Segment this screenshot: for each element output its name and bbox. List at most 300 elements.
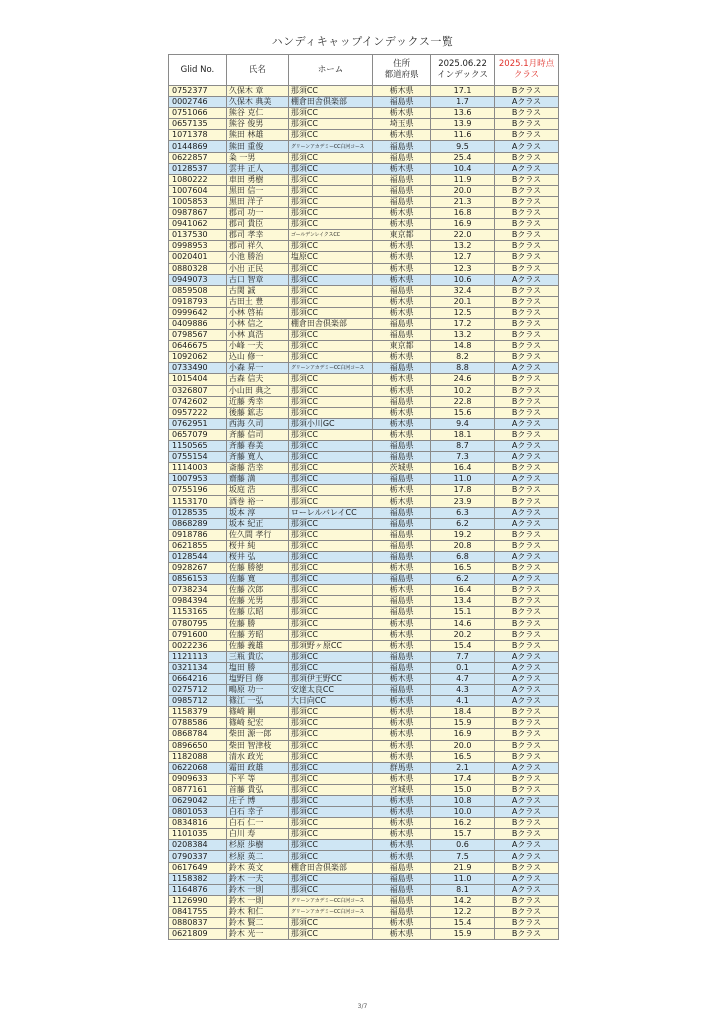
cell-home: 那須CC xyxy=(288,307,372,318)
cell-index: 22.0 xyxy=(431,230,495,241)
cell-index: 17.4 xyxy=(431,773,495,784)
cell-home: 大日向CC xyxy=(288,696,372,707)
cell-prefecture: 埼玉県 xyxy=(373,119,431,130)
cell-home: 那須CC xyxy=(288,807,372,818)
cell-glid: 0629042 xyxy=(169,796,227,807)
cell-glid: 0755196 xyxy=(169,485,227,496)
cell-name: 白川 寿 xyxy=(226,829,288,840)
cell-index: 22.8 xyxy=(431,396,495,407)
cell-class: Bクラス xyxy=(495,296,559,307)
cell-index: 19.2 xyxy=(431,529,495,540)
cell-class: Bクラス xyxy=(495,463,559,474)
cell-home: 那須CC xyxy=(288,474,372,485)
table-row xyxy=(169,895,559,906)
cell-prefecture: 栃木県 xyxy=(373,918,431,929)
cell-glid: 0985712 xyxy=(169,696,227,707)
cell-glid: 0733490 xyxy=(169,363,227,374)
cell-prefecture: 東京都 xyxy=(373,341,431,352)
cell-class: Bクラス xyxy=(495,429,559,440)
cell-class: Bクラス xyxy=(495,618,559,629)
cell-glid: 0859508 xyxy=(169,285,227,296)
cell-class: Bクラス xyxy=(495,751,559,762)
cell-class: Aクラス xyxy=(495,696,559,707)
cell-home: 那須CC xyxy=(288,540,372,551)
cell-name: 佐藤 勝徳 xyxy=(226,563,288,574)
cell-name: 黒田 信一 xyxy=(226,185,288,196)
cell-name: 鈴木 賢二 xyxy=(226,918,288,929)
table-row xyxy=(169,307,559,318)
cell-home: 那須CC xyxy=(288,918,372,929)
cell-class: Aクラス xyxy=(495,441,559,452)
cell-index: 6.8 xyxy=(431,551,495,562)
cell-glid: 0275712 xyxy=(169,685,227,696)
cell-index: 15.9 xyxy=(431,718,495,729)
cell-index: 8.8 xyxy=(431,363,495,374)
cell-home: 那須CC xyxy=(288,285,372,296)
cell-prefecture: 栃木県 xyxy=(373,385,431,396)
cell-name: 庄子 博 xyxy=(226,796,288,807)
cell-name: 小山田 典之 xyxy=(226,385,288,396)
cell-prefecture: 栃木県 xyxy=(373,208,431,219)
cell-prefecture: 栃木県 xyxy=(373,86,431,97)
cell-home: 那須CC xyxy=(288,851,372,862)
cell-home: 那須CC xyxy=(288,429,372,440)
cell-name: 小林 信之 xyxy=(226,318,288,329)
cell-name: 杉原 英二 xyxy=(226,851,288,862)
cell-glid: 1158382 xyxy=(169,873,227,884)
cell-home: 塩原CC xyxy=(288,252,372,263)
cell-glid: 0208384 xyxy=(169,840,227,851)
cell-home: 那須CC xyxy=(288,119,372,130)
cell-glid: 0752377 xyxy=(169,86,227,97)
cell-glid: 1071378 xyxy=(169,130,227,141)
cell-glid: 1153170 xyxy=(169,496,227,507)
cell-name: 近藤 秀幸 xyxy=(226,396,288,407)
cell-glid: 1101035 xyxy=(169,829,227,840)
cell-glid: 0646675 xyxy=(169,341,227,352)
cell-index: 14.2 xyxy=(431,895,495,906)
cell-glid: 0321134 xyxy=(169,662,227,673)
cell-prefecture: 栃木県 xyxy=(373,851,431,862)
table-row xyxy=(169,773,559,784)
cell-glid: 0128537 xyxy=(169,163,227,174)
cell-home: 那須CC xyxy=(288,196,372,207)
cell-home: 那須CC xyxy=(288,585,372,596)
cell-prefecture: 栃木県 xyxy=(373,729,431,740)
cell-home: 棚倉田舎倶楽部 xyxy=(288,862,372,873)
table-row xyxy=(169,452,559,463)
cell-name: 酒巻 裕一 xyxy=(226,496,288,507)
table-row xyxy=(169,851,559,862)
table-row xyxy=(169,784,559,795)
cell-prefecture: 福島県 xyxy=(373,174,431,185)
table-row xyxy=(169,185,559,196)
cell-prefecture: 福島県 xyxy=(373,685,431,696)
cell-home: 那須CC xyxy=(288,274,372,285)
cell-home: 那須CC xyxy=(288,174,372,185)
cell-glid: 0984394 xyxy=(169,596,227,607)
table-row xyxy=(169,918,559,929)
cell-home: 那須CC xyxy=(288,529,372,540)
cell-class: Aクラス xyxy=(495,363,559,374)
cell-home: 那須CC xyxy=(288,740,372,751)
cell-prefecture: 福島県 xyxy=(373,540,431,551)
cell-prefecture: 福島県 xyxy=(373,474,431,485)
page-number: 3/7 xyxy=(357,1003,368,1010)
header-index: 2025.06.22 インデックス xyxy=(431,55,495,86)
cell-index: 16.4 xyxy=(431,585,495,596)
cell-prefecture: 福島県 xyxy=(373,651,431,662)
table-body xyxy=(169,86,559,940)
cell-prefecture: 福島県 xyxy=(373,441,431,452)
cell-name: 郡司 功一 xyxy=(226,208,288,219)
cell-index: 14.6 xyxy=(431,618,495,629)
cell-glid: 0622857 xyxy=(169,152,227,163)
table-row xyxy=(169,818,559,829)
cell-glid: 0738234 xyxy=(169,585,227,596)
cell-index: 16.4 xyxy=(431,463,495,474)
table-row xyxy=(169,540,559,551)
cell-home: 那須CC xyxy=(288,929,372,940)
cell-home: 那須伊王野CC xyxy=(288,673,372,684)
cell-glid: 0841755 xyxy=(169,906,227,917)
cell-class: Bクラス xyxy=(495,629,559,640)
cell-prefecture: 宮城県 xyxy=(373,784,431,795)
cell-index: 21.3 xyxy=(431,196,495,207)
cell-prefecture: 福島県 xyxy=(373,285,431,296)
cell-prefecture: 栃木県 xyxy=(373,818,431,829)
cell-name: 久保木 章 xyxy=(226,86,288,97)
cell-prefecture: 栃木県 xyxy=(373,640,431,651)
cell-glid: 0137530 xyxy=(169,230,227,241)
cell-home: 那須CC xyxy=(288,718,372,729)
cell-home: 那須CC xyxy=(288,407,372,418)
header-home: ホーム xyxy=(288,55,372,86)
cell-prefecture: 栃木県 xyxy=(373,241,431,252)
cell-index: 2.1 xyxy=(431,762,495,773)
table-row xyxy=(169,97,559,108)
table-row xyxy=(169,429,559,440)
cell-glid: 0409886 xyxy=(169,318,227,329)
cell-name: 古関 誠 xyxy=(226,285,288,296)
cell-class: Bクラス xyxy=(495,130,559,141)
cell-glid: 1164876 xyxy=(169,884,227,895)
header-pref: 住所 都道府県 xyxy=(373,55,431,86)
cell-glid: 1005853 xyxy=(169,196,227,207)
table-row xyxy=(169,318,559,329)
cell-home: ローレルバレイCC xyxy=(288,507,372,518)
cell-glid: 0856153 xyxy=(169,574,227,585)
cell-prefecture: 栃木県 xyxy=(373,673,431,684)
table-row xyxy=(169,607,559,618)
table-row xyxy=(169,507,559,518)
cell-home: 那須CC xyxy=(288,884,372,895)
table-row xyxy=(169,407,559,418)
table-row xyxy=(169,796,559,807)
cell-index: 10.6 xyxy=(431,274,495,285)
table-row xyxy=(169,219,559,230)
table-row xyxy=(169,252,559,263)
cell-prefecture: 栃木県 xyxy=(373,418,431,429)
cell-prefecture: 福島県 xyxy=(373,318,431,329)
cell-name: 坂庭 浩 xyxy=(226,485,288,496)
cell-glid: 1182088 xyxy=(169,751,227,762)
table-row xyxy=(169,629,559,640)
cell-index: 24.6 xyxy=(431,374,495,385)
cell-index: 7.3 xyxy=(431,452,495,463)
cell-name: 佐藤 勝 xyxy=(226,618,288,629)
cell-index: 4.3 xyxy=(431,685,495,696)
cell-glid: 0144869 xyxy=(169,141,227,152)
cell-prefecture: 栃木県 xyxy=(373,707,431,718)
cell-prefecture: 栃木県 xyxy=(373,829,431,840)
cell-name: 柴田 智津枝 xyxy=(226,740,288,751)
cell-home: 那須CC xyxy=(288,108,372,119)
cell-prefecture: 栃木県 xyxy=(373,696,431,707)
cell-home: 那須CC xyxy=(288,784,372,795)
cell-index: 20.0 xyxy=(431,740,495,751)
cell-class: Aクラス xyxy=(495,163,559,174)
table-row xyxy=(169,174,559,185)
cell-index: 11.6 xyxy=(431,130,495,141)
cell-home: 那須CC xyxy=(288,551,372,562)
cell-glid: 0751066 xyxy=(169,108,227,119)
cell-home: 那須CC xyxy=(288,618,372,629)
cell-home: 那須CC xyxy=(288,352,372,363)
cell-index: 7.5 xyxy=(431,851,495,862)
cell-name: 柴田 源一郎 xyxy=(226,729,288,740)
cell-class: Bクラス xyxy=(495,585,559,596)
cell-index: 11.0 xyxy=(431,474,495,485)
cell-class: Bクラス xyxy=(495,396,559,407)
cell-class: Bクラス xyxy=(495,729,559,740)
cell-class: Bクラス xyxy=(495,208,559,219)
cell-glid: 0755154 xyxy=(169,452,227,463)
cell-prefecture: 福島県 xyxy=(373,152,431,163)
cell-prefecture: 福島県 xyxy=(373,396,431,407)
cell-name: 小池 勝治 xyxy=(226,252,288,263)
cell-glid: 0957222 xyxy=(169,407,227,418)
cell-home: 那須CC xyxy=(288,518,372,529)
cell-glid: 1150565 xyxy=(169,441,227,452)
cell-glid: 0326807 xyxy=(169,385,227,396)
cell-class: Aクラス xyxy=(495,518,559,529)
cell-index: 11.9 xyxy=(431,174,495,185)
cell-home: グリーンアカデミーCC白河コース xyxy=(288,895,372,906)
cell-name: 斉藤 信司 xyxy=(226,429,288,440)
cell-index: 6.2 xyxy=(431,518,495,529)
cell-class: Bクラス xyxy=(495,86,559,97)
table-row xyxy=(169,751,559,762)
cell-prefecture: 栃木県 xyxy=(373,307,431,318)
cell-home: 那須CC xyxy=(288,829,372,840)
cell-home: 那須CC xyxy=(288,396,372,407)
cell-name: 三瓶 貴広 xyxy=(226,651,288,662)
table-row xyxy=(169,152,559,163)
cell-prefecture: 栃木県 xyxy=(373,807,431,818)
cell-class: Bクラス xyxy=(495,707,559,718)
cell-prefecture: 福島県 xyxy=(373,518,431,529)
cell-name: 齋藤 満 xyxy=(226,474,288,485)
table-row xyxy=(169,518,559,529)
cell-index: 7.7 xyxy=(431,651,495,662)
cell-glid: 0002746 xyxy=(169,97,227,108)
cell-home: 那須CC xyxy=(288,219,372,230)
table-row xyxy=(169,829,559,840)
cell-class: Bクラス xyxy=(495,596,559,607)
cell-name: 熊田 重俊 xyxy=(226,141,288,152)
cell-class: Bクラス xyxy=(495,330,559,341)
cell-glid: 0790337 xyxy=(169,851,227,862)
cell-index: 32.4 xyxy=(431,285,495,296)
cell-index: 12.2 xyxy=(431,906,495,917)
cell-home: 那須CC xyxy=(288,452,372,463)
table-row xyxy=(169,762,559,773)
cell-class: Bクラス xyxy=(495,352,559,363)
cell-index: 15.4 xyxy=(431,640,495,651)
cell-glid: 0762951 xyxy=(169,418,227,429)
cell-name: 小森 昇一 xyxy=(226,363,288,374)
cell-name: 小林 啓祐 xyxy=(226,307,288,318)
cell-prefecture: 栃木県 xyxy=(373,374,431,385)
cell-glid: 0918793 xyxy=(169,296,227,307)
cell-index: 18.4 xyxy=(431,707,495,718)
table-row xyxy=(169,341,559,352)
cell-home: 那須CC xyxy=(288,840,372,851)
table-row xyxy=(169,574,559,585)
cell-class: Aクラス xyxy=(495,851,559,862)
cell-index: 10.8 xyxy=(431,796,495,807)
table-row xyxy=(169,163,559,174)
table-row xyxy=(169,585,559,596)
cell-name: 斉藤 寛人 xyxy=(226,452,288,463)
cell-glid: 0877161 xyxy=(169,784,227,795)
table-row xyxy=(169,374,559,385)
table-row xyxy=(169,651,559,662)
cell-glid: 0621809 xyxy=(169,929,227,940)
cell-index: 25.4 xyxy=(431,152,495,163)
cell-name: 郡司 貴臣 xyxy=(226,219,288,230)
cell-glid: 0880837 xyxy=(169,918,227,929)
table-row xyxy=(169,263,559,274)
cell-class: Bクラス xyxy=(495,174,559,185)
table-row xyxy=(169,929,559,940)
cell-index: 16.8 xyxy=(431,208,495,219)
cell-index: 10.4 xyxy=(431,163,495,174)
cell-home: 那須CC xyxy=(288,374,372,385)
cell-index: 8.7 xyxy=(431,441,495,452)
cell-home: グリーンアカデミーCC白河コース xyxy=(288,363,372,374)
cell-class: Bクラス xyxy=(495,918,559,929)
table-row xyxy=(169,385,559,396)
cell-name: 小出 正民 xyxy=(226,263,288,274)
cell-home: 那須CC xyxy=(288,651,372,662)
cell-name: 佐藤 光男 xyxy=(226,596,288,607)
cell-home: グリーンアカデミーCC白河コース xyxy=(288,906,372,917)
cell-home: 那須CC xyxy=(288,762,372,773)
header-id: Glid No. xyxy=(169,55,227,86)
cell-index: 0.6 xyxy=(431,840,495,851)
cell-home: 那須CC xyxy=(288,818,372,829)
cell-home: 那須CC xyxy=(288,873,372,884)
cell-index: 1.7 xyxy=(431,97,495,108)
cell-index: 16.9 xyxy=(431,219,495,230)
cell-name: 雲井 正人 xyxy=(226,163,288,174)
cell-glid: 1153165 xyxy=(169,607,227,618)
cell-prefecture: 栃木県 xyxy=(373,773,431,784)
cell-home: 那須CC xyxy=(288,385,372,396)
table-row xyxy=(169,496,559,507)
table-row xyxy=(169,551,559,562)
cell-index: 12.7 xyxy=(431,252,495,263)
cell-home: 那須CC xyxy=(288,185,372,196)
header-name: 氏名 xyxy=(226,55,288,86)
cell-index: 20.2 xyxy=(431,629,495,640)
cell-index: 17.2 xyxy=(431,318,495,329)
cell-class: Bクラス xyxy=(495,718,559,729)
cell-name: 下平 等 xyxy=(226,773,288,784)
cell-home: 那須CC xyxy=(288,130,372,141)
cell-class: Aクラス xyxy=(495,673,559,684)
cell-name: 古口 智章 xyxy=(226,274,288,285)
cell-prefecture: 栃木県 xyxy=(373,840,431,851)
cell-prefecture: 栃木県 xyxy=(373,929,431,940)
table-row xyxy=(169,740,559,751)
cell-prefecture: 福島県 xyxy=(373,873,431,884)
cell-home: 棚倉田舎倶楽部 xyxy=(288,97,372,108)
cell-name: 塩田 勝 xyxy=(226,662,288,673)
table-row xyxy=(169,463,559,474)
cell-prefecture: 栃木県 xyxy=(373,252,431,263)
cell-name: 斉藤 春美 xyxy=(226,441,288,452)
cell-name: 鈴木 英文 xyxy=(226,862,288,873)
table-row xyxy=(169,485,559,496)
cell-prefecture: 福島県 xyxy=(373,551,431,562)
cell-index: 6.2 xyxy=(431,574,495,585)
cell-index: 16.2 xyxy=(431,818,495,829)
cell-name: 佐藤 広昭 xyxy=(226,607,288,618)
cell-index: 9.5 xyxy=(431,141,495,152)
cell-home: 那須CC xyxy=(288,341,372,352)
cell-name: 熊田 林雄 xyxy=(226,130,288,141)
cell-prefecture: 栃木県 xyxy=(373,407,431,418)
cell-prefecture: 福島県 xyxy=(373,906,431,917)
table-row xyxy=(169,673,559,684)
cell-class: Bクラス xyxy=(495,496,559,507)
cell-glid: 1158379 xyxy=(169,707,227,718)
cell-class: Bクラス xyxy=(495,241,559,252)
cell-name: 佐藤 寛 xyxy=(226,574,288,585)
table-row xyxy=(169,807,559,818)
cell-prefecture: 栃木県 xyxy=(373,219,431,230)
cell-prefecture: 栃木県 xyxy=(373,618,431,629)
cell-index: 15.9 xyxy=(431,929,495,940)
cell-class: Aクラス xyxy=(495,574,559,585)
cell-name: 粂 一男 xyxy=(226,152,288,163)
cell-home: 那須CC xyxy=(288,296,372,307)
table-row xyxy=(169,529,559,540)
cell-name: 鈴木 和仁 xyxy=(226,906,288,917)
cell-home: 那須CC xyxy=(288,751,372,762)
cell-glid: 0664216 xyxy=(169,673,227,684)
cell-prefecture: 福島県 xyxy=(373,529,431,540)
table-row xyxy=(169,906,559,917)
cell-home: グリーンアカデミーCC白河コース xyxy=(288,141,372,152)
cell-index: 13.2 xyxy=(431,241,495,252)
cell-home: 那須CC xyxy=(288,441,372,452)
cell-glid: 1007953 xyxy=(169,474,227,485)
cell-glid: 0949073 xyxy=(169,274,227,285)
